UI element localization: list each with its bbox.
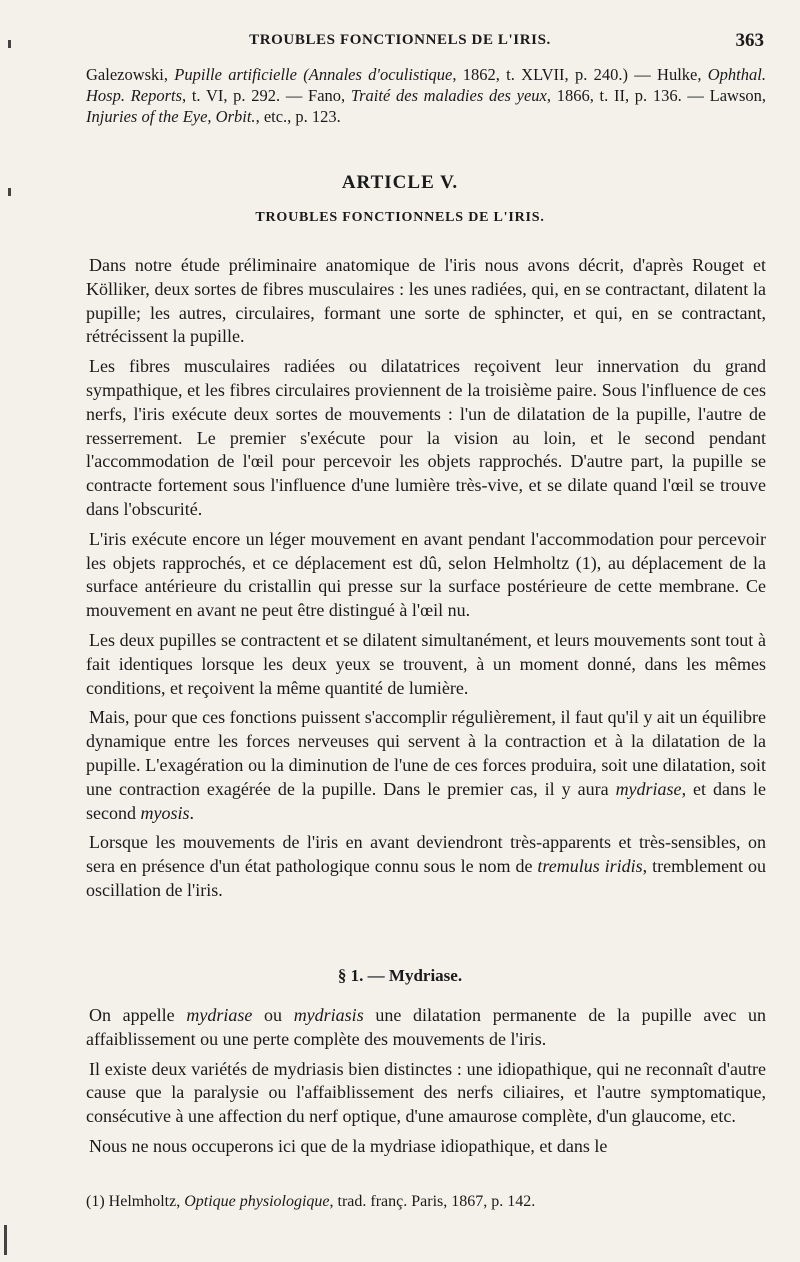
references-block [86, 64, 766, 127]
paragraph [86, 254, 766, 349]
page-header [0, 30, 800, 58]
text-run: Dans notre étude préliminaire anatomique de l'iris nous avons décrit, d'après Rouget et Kölliker, deux sortes de fibres musculaires : les unes radiées, qui, en se contractant, dilatent la pupille; les autres, circulaires, formant une sorte de sphincter, et qui, en se contractant, rétrécissent la pupille. [86, 255, 766, 347]
text-run: Mais, pour que ces fonctions puissent s'accomplir régulièrement, il faut qu'il y ait un équilibre dynamique entre les forces nerveuses qui servent à la contraction et à la dilatation de la pupille. L'exagération ou la diminution de l'une de ces forces produira, soit une dilatation, soit une contraction exagérée de la pupille. Dans le premier cas, il y aura [86, 707, 766, 799]
italic-text: mydriasis [293, 1005, 364, 1025]
paragraph [86, 528, 766, 623]
text-run: Il existe deux variétés de mydriasis bien distinctes : une idiopathique, qui ne reconnaît d'autre cause que la paralysie ou l'affaiblissement des nerfs ciliaires, et l'autre symptomatique, consécutive à une affection du nerf optique, d'une amaurose complète, d'un glaucome, etc. [86, 1058, 766, 1127]
text-run: , etc., p. 123. [255, 107, 341, 126]
text-run: Les fibres musculaires radiées ou dilatatrices reçoivent leur innervation du grand sympathique, et les fibres circulaires proviennent de la troisième paire. Sous l'influence de ces nerfs, l'iris exécute deux sortes de mouvements : l'un de dilatation de la pupille, l'autre de resserrement. Le premier s'exécute pour la vision au loin, et le second pendant l'accommodation de l'œil pour percevoir les objets rapprochés. D'autre part, la pupille se contracte fortement sous l'influence d'une lumière très-vive, et se dilate quand l'œil se trouve dans l'obscurité. [86, 356, 766, 519]
text-run: Nous ne nous occuperons ici que de la mydriase idiopathique, et dans le [89, 1135, 608, 1156]
text-run: Galezowski, [86, 65, 175, 84]
text-run: une dilatation permanente de la pupille avec un affaiblissement ou une perte complète des mouvements de l'iris. [86, 1005, 766, 1049]
footnote [86, 1192, 766, 1212]
text-run: L'iris exécute encore un léger mouvement en avant pendant l'accommodation pour percevoir les objets rapprochés, et ce déplacement est dû, selon Helmholtz (1), au déplacement de la surface antérieure du cristallin qui presse sur la surface postérieure de cette membrane. Ce mouvement en avant ne peut être distingué à l'œil nu. [86, 528, 766, 621]
page-number: 363 [735, 30, 764, 51]
paragraph [86, 629, 766, 700]
italic-text: Ophthal. Hosp. Reports [86, 65, 766, 105]
text-run: , et dans le second [86, 778, 766, 823]
paragraph [86, 1004, 766, 1052]
italic-text: Pupille artificielle (Annales d'oculistique [174, 65, 453, 84]
italic-text: myosis [140, 802, 190, 823]
margin-mark [4, 1225, 7, 1255]
paragraph [86, 355, 766, 522]
paragraph [86, 1135, 766, 1159]
italic-text: Optique physiologique [184, 1193, 330, 1210]
text-run: , trad. franç. Paris, 1867, p. 142. [329, 1193, 536, 1210]
text-run: , 1862, t. XLVII, p. 240.) — Hulke, [452, 65, 708, 84]
article-title: ARTICLE V. [341, 172, 459, 193]
italic-text: mydriase [615, 778, 682, 799]
italic-text: mydriase [186, 1005, 253, 1025]
paragraph [86, 1058, 766, 1129]
italic-text: tremulus iridis [537, 856, 643, 877]
text-run: , t. VI, p. 292. — Fano, [182, 86, 351, 105]
section-text [86, 1004, 766, 1165]
italic-text: Traité des maladies des yeux [350, 86, 547, 105]
running-head: TROUBLES FONCTIONNELS DE L'IRIS. [249, 32, 551, 48]
text-run: . [189, 802, 194, 823]
text-run: , tremblement ou oscillation de l'iris. [86, 856, 766, 900]
section-heading: TROUBLES FONCTIONNELS DE L'IRIS. [255, 210, 545, 225]
italic-text: Injuries of the Eye, Orbit. [86, 107, 256, 126]
main-text [86, 254, 766, 909]
subheading: § 1. — Mydriase. [337, 966, 463, 985]
text-run: Les deux pupilles se contractent et se dilatent simultanément, et leurs mouvements sont tout à fait identiques lorsque les deux yeux se trouvent, à un moment donné, dans les mêmes conditions, et reçoivent la même quantité de lumière. [86, 629, 766, 698]
text-run: (1) Helmholtz, [86, 1193, 185, 1210]
paragraph [86, 831, 766, 902]
text-run: ou [252, 1005, 294, 1025]
text-run: On appelle [89, 1005, 187, 1025]
text-run: Lorsque les mouvements de l'iris en avant deviendront très-apparents et très-sensibles, on sera en présence d'un état pathologique connu sous le nom de [86, 832, 766, 877]
paragraph [86, 706, 766, 825]
text-run: , 1866, t. II, p. 136. — Lawson, [546, 86, 766, 105]
